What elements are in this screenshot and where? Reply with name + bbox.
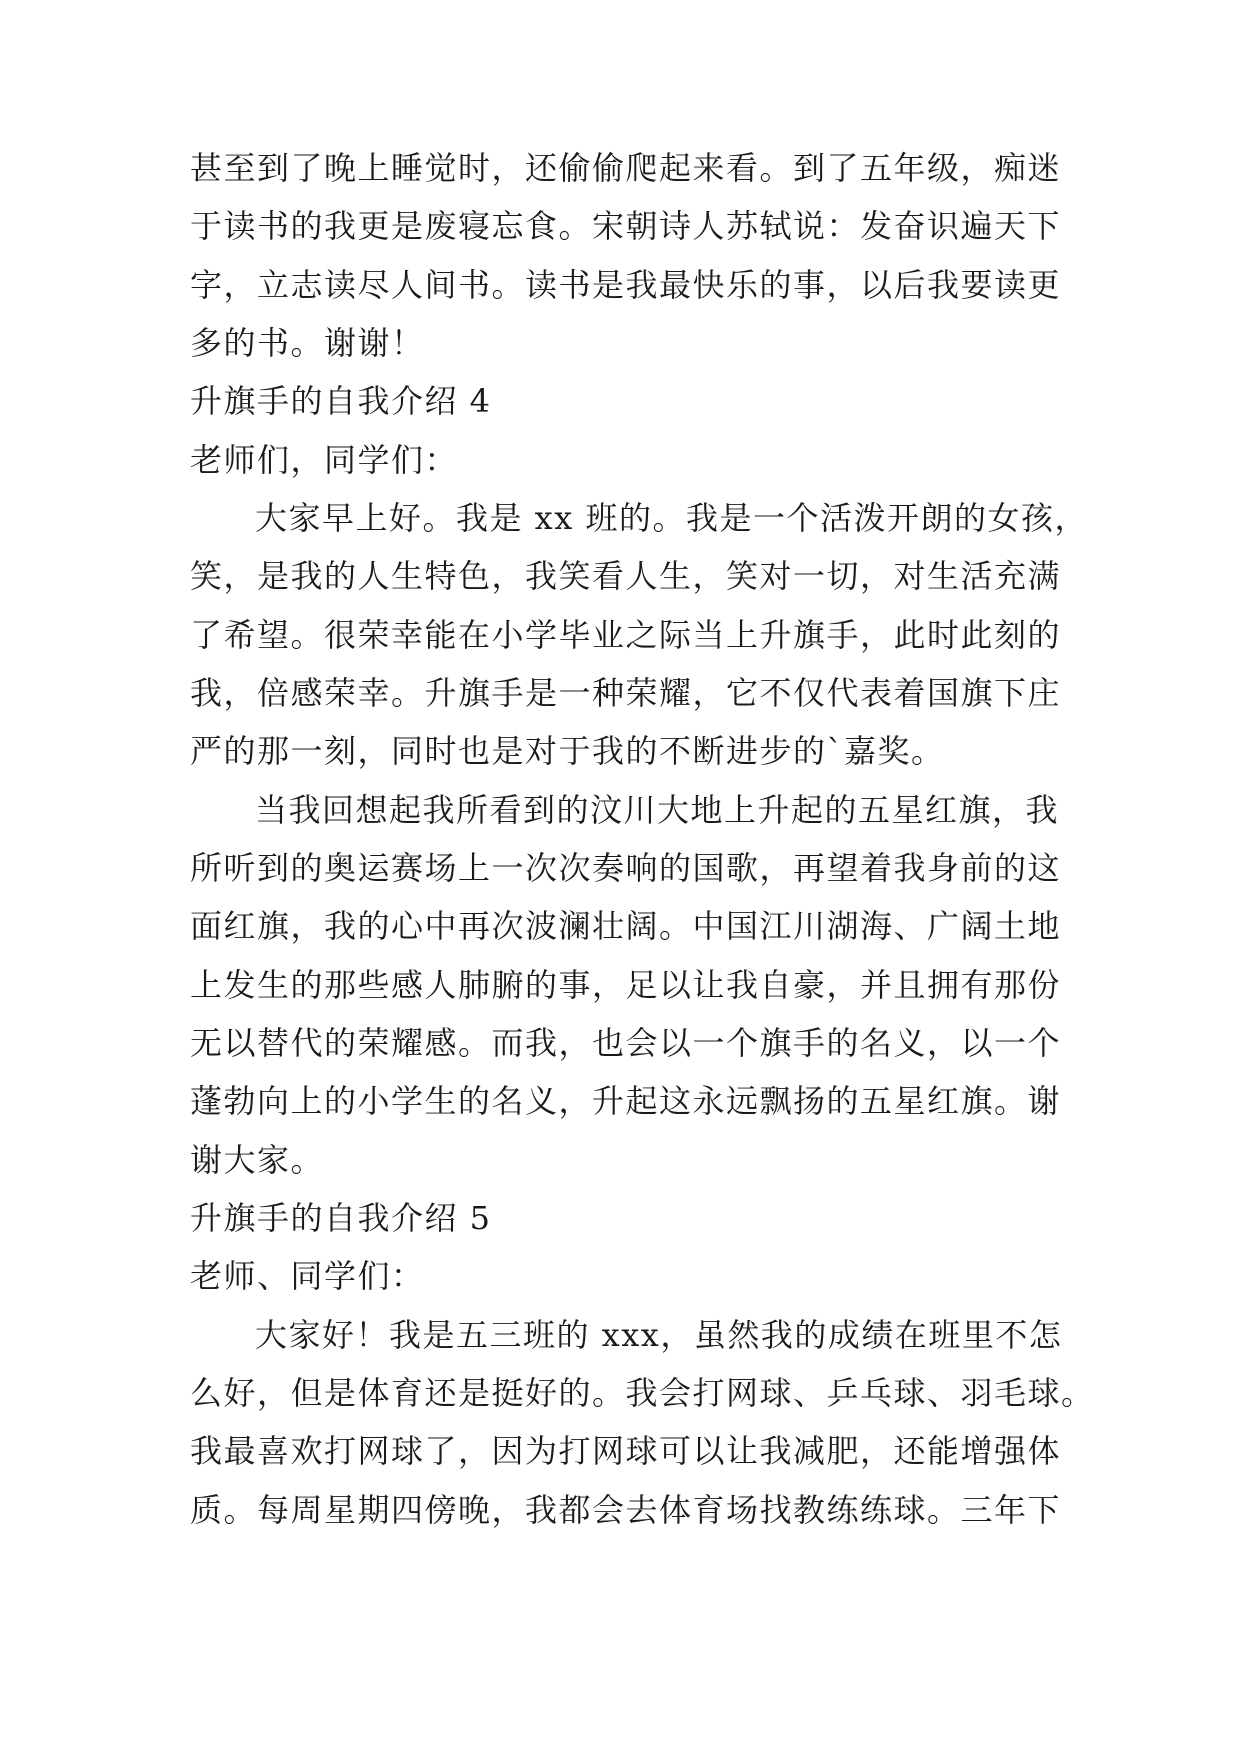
paragraph-line: 么好，但是体育还是挺好的。我会打网球、乒乓球、羽毛球。: [190, 1374, 1095, 1412]
paragraph-line: 甚至到了晚上睡觉时，还偷偷爬起来看。到了五年级，痴迷: [190, 149, 1062, 187]
paragraph-line: 质。每周星期四傍晚，我都会去体育场找教练练球。三年下: [190, 1491, 1062, 1529]
paragraph-line: 严的那一刻，同时也是对于我的不断进步的`嘉奖。: [190, 732, 945, 770]
paragraph-line: 于读书的我更是废寝忘食。宋朝诗人苏轼说：发奋识遍天下: [190, 207, 1062, 245]
paragraph-line: 蓬勃向上的小学生的名义，升起这永远飘扬的五星红旗。谢: [190, 1082, 1062, 1120]
paragraph-line: 我，倍感荣幸。升旗手是一种荣耀，它不仅代表着国旗下庄: [190, 674, 1062, 712]
paragraph-line: 笑，是我的人生特色，我笑看人生，笑对一切，对生活充满: [190, 557, 1062, 595]
paragraph-line: 面红旗，我的心中再次波澜壮阔。中国江川湖海、广阔土地: [190, 907, 1062, 945]
section-heading: 升旗手的自我介绍 4: [190, 382, 492, 420]
paragraph-line: 上发生的那些感人肺腑的事，足以让我自豪，并且拥有那份: [190, 966, 1062, 1004]
paragraph-line: 字，立志读尽人间书。读书是我最快乐的事，以后我要读更: [190, 266, 1062, 304]
paragraph-line: 所听到的奥运赛场上一次次奏响的国歌，再望着我身前的这: [190, 849, 1062, 887]
paragraph-line: 大家好！我是五三班的 xxx，虽然我的成绩在班里不怎: [255, 1316, 1063, 1354]
paragraph-line: 无以替代的荣耀感。而我，也会以一个旗手的名义，以一个: [190, 1024, 1062, 1062]
salutation: 老师、同学们：: [190, 1257, 425, 1295]
paragraph-line: 多的书。谢谢！: [190, 324, 425, 362]
paragraph-line: 大家早上好。我是 xx 班的。我是一个活泼开朗的女孩，: [255, 499, 1088, 537]
paragraph-line: 谢大家。: [190, 1141, 325, 1179]
paragraph-line: 了希望。很荣幸能在小学毕业之际当上升旗手，此时此刻的: [190, 616, 1062, 654]
salutation: 老师们，同学们：: [190, 441, 459, 479]
paragraph-line: 当我回想起我所看到的汶川大地上升起的五星红旗，我: [255, 791, 1060, 829]
section-heading: 升旗手的自我介绍 5: [190, 1199, 492, 1237]
paragraph-line: 我最喜欢打网球了，因为打网球可以让我减肥，还能增强体: [190, 1432, 1062, 1470]
